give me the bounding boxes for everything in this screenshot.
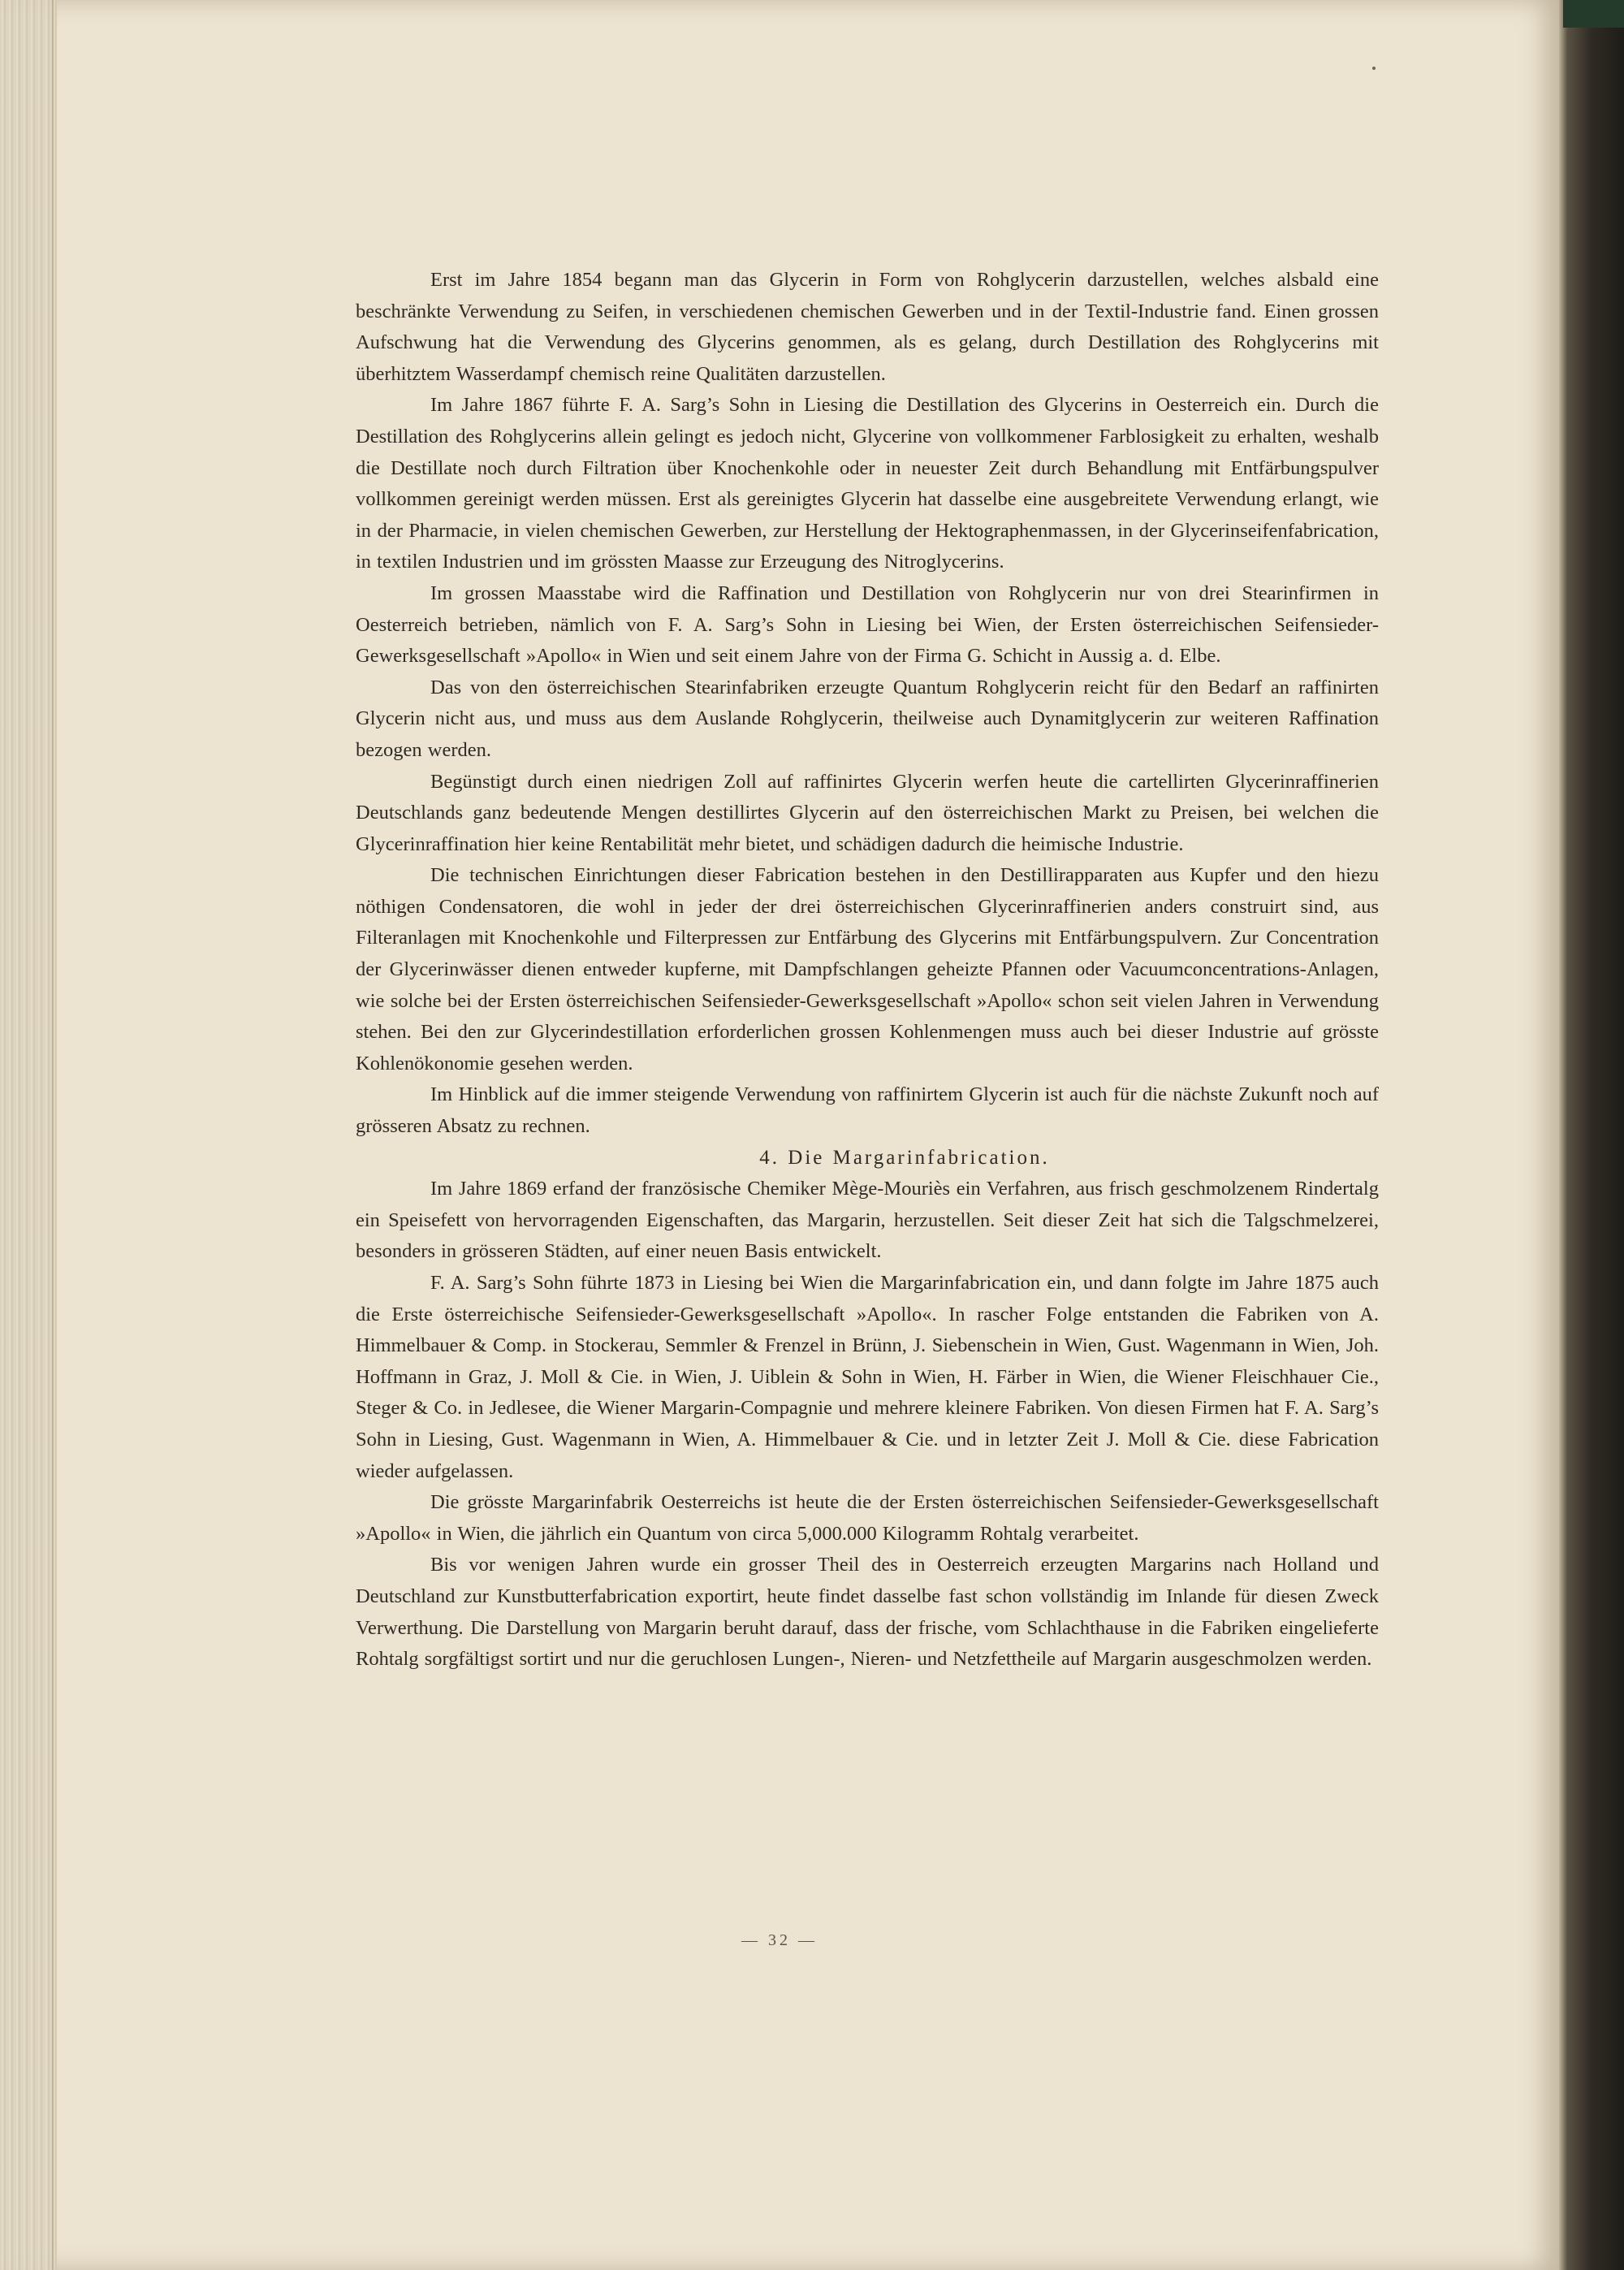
paragraph: Die grösste Margarinfabrik Oesterreichs ist heute die der Ersten österreichischen Seifensieder-Gewerksgesellschaft »Apollo« in Wien, die jährlich ein Quantum von circa 5,000.000 Kilogramm Rohtalg verarbeitet.: [356, 1491, 1379, 1545]
paragraph: Erst im Jahre 1854 begann man das Glycerin in Form von Rohglycerin darzustellen, welches alsbald eine beschränkte Verwendung zu Seifen, in verschiedenen chemischen Gewerben und in der Textil-Industrie fand. Einen grossen Aufschwung hat die Verwendung des Glycerins genommen, als es gelang, durch Destillation des Rohglycerins mit überhitztem Wasserdampf chemisch reine Qualitäten darzustellen.: [356, 269, 1379, 385]
page-binding-edge: [0, 0, 57, 2270]
paragraph: Das von den österreichischen Stearinfabriken erzeugte Quantum Rohglycerin reicht für den Bedarf an raffinirten Glycerin nicht aus, und muss aus dem Auslande Rohglycerin, theilweise auch Dynamitglycerin zur weiteren Raffination bezogen werden.: [356, 676, 1379, 761]
cover-corner: [1563, 0, 1624, 28]
section-title: 4. Die Margarinfabrication.: [759, 1146, 1050, 1169]
paragraph: Die technischen Einrichtungen dieser Fabrication bestehen in den Destillirapparaten aus Kupfer und den hiezu nöthigen Condensatoren, die wohl in jeder der drei österreichischen Glycerinraffinerien anders construirt sind, aus Filteranlagen mit Knochenkohle und Filterpressen zur Entfärbung des Glycerins mit Entfärbungspulvern. Zur Concentration der Glycerinwässer dienen entweder kupferne, mit Dampfschlangen geheizte Pfannen oder Vacuumconcentrations-Anlagen, wie solche bei der Ersten österreichischen Seifensieder-Gewerksgesellschaft »Apollo« schon seit vielen Jahren in Verwendung stehen. Bei den zur Glycerindestillation erforderlichen grossen Kohlenmengen muss auch bei dieser Industrie auf grösste Kohlenökonomie gesehen werden.: [356, 864, 1379, 1074]
paragraph: Im Jahre 1867 führte F. A. Sarg’s Sohn in Liesing die Destillation des Glycerins in Oesterreich ein. Durch die Destillation des Rohglycerins allein gelingt es jedoch nicht, Glycerine von vollkommener Farblosigkeit zu erhalten, weshalb die Destillate noch durch Filtration über Knochenkohle oder in neuester Zeit durch Behandlung mit Entfärbungspulver vollkommen gereinigt werden müssen. Erst als gereinigtes Glycerin hat dasselbe eine ausgebreitete Verwendung erlangt, wie in der Pharmacie, in vielen chemischen Gewerben, zur Herstellung der Hektographenmassen, in der Glycerinseifenfabrication, in textilen Industrien und im grössten Maasse zur Erzeugung des Nitroglycerins.: [356, 394, 1379, 573]
paper-speck: [1372, 67, 1376, 70]
paragraph: Bis vor wenigen Jahren wurde ein grosser Theil des in Oesterreich erzeugten Margarins nach Holland und Deutschland zur Kunstbutterfabrication exportirt, heute findet dasselbe fast schon vollständig im Inlande für diesen Zweck Verwerthung. Die Darstellung von Margarin beruht darauf, dass der frische, vom Schlachthause in die Fabriken eingelieferte Rohtalg sorgfältigst sortirt und nur die geruchlosen Lungen-, Nieren- und Netzfettheile auf Margarin ausgeschmolzen werden.: [356, 1554, 1379, 1671]
binding-line: [52, 0, 54, 2270]
page-number: — 32 —: [741, 1931, 818, 1949]
body-text: [356, 265, 1379, 1675]
paragraph: Im Jahre 1869 erfand der französische Chemiker Mège-Mouriès ein Verfahren, aus frisch geschmolzenem Rindertalg ein Speisefett von hervorragenden Eigenschaften, das Margarin, herzustellen. Seit dieser Zeit hat sich die Talgschmelzerei, besonders in grösseren Städten, auf einer neuen Basis entwickelt.: [356, 1178, 1379, 1263]
paragraph: F. A. Sarg’s Sohn führte 1873 in Liesing bei Wien die Margarinfabrication ein, und dann folgte im Jahre 1875 auch die Erste österreichische Seifensieder-Gewerksgesellschaft »Apollo«. In rascher Folge entstanden die Fabriken von A. Himmelbauer & Comp. in Stockerau, Semmler & Frenzel in Brünn, J. Siebenschein in Wien, Gust. Wagenmann in Wien, Joh. Hoffmann in Graz, J. Moll & Cie. in Wien, J. Uiblein & Sohn in Wien, H. Färber in Wien, die Wiener Fleischhauer Cie., Steger & Co. in Jedlesee, die Wiener Margarin-Compagnie und mehrere kleinere Fabriken. Von diesen Firmen hat F. A. Sarg’s Sohn in Liesing, Gust. Wagenmann in Wien, A. Himmelbauer & Cie. und in letzter Zeit J. Moll & Cie. diese Fabrication wieder aufgelassen.: [356, 1272, 1379, 1482]
paragraph: Im grossen Maasstabe wird die Raffination und Destillation von Rohglycerin nur von drei Stearinfirmen in Oesterreich betrieben, nämlich von F. A. Sarg’s Sohn in Liesing bei Wien, der Ersten österreichischen Seifensieder-Gewerksgesellschaft »Apollo« in Wien und seit einem Jahre von der Firma G. Schicht in Aussig a. d. Elbe.: [356, 582, 1379, 668]
paragraph: Im Hinblick auf die immer steigende Verwendung von raffinirtem Glycerin ist auch für die nächste Zukunft noch auf grösseren Absatz zu rechnen.: [356, 1083, 1379, 1138]
paragraph: Begünstigt durch einen niedrigen Zoll auf raffinirtes Glycerin werfen heute die cartellirten Glycerinraffinerien Deutschlands ganz bedeutende Mengen destillirtes Glycerin auf den österreichischen Markt zu Preisen, bei welchen die Glycerinraffination hier keine Rentabilität mehr bietet, und schädigen dadurch die heimische Industrie.: [356, 770, 1379, 855]
adjacent-page-edge: [1559, 0, 1624, 2270]
